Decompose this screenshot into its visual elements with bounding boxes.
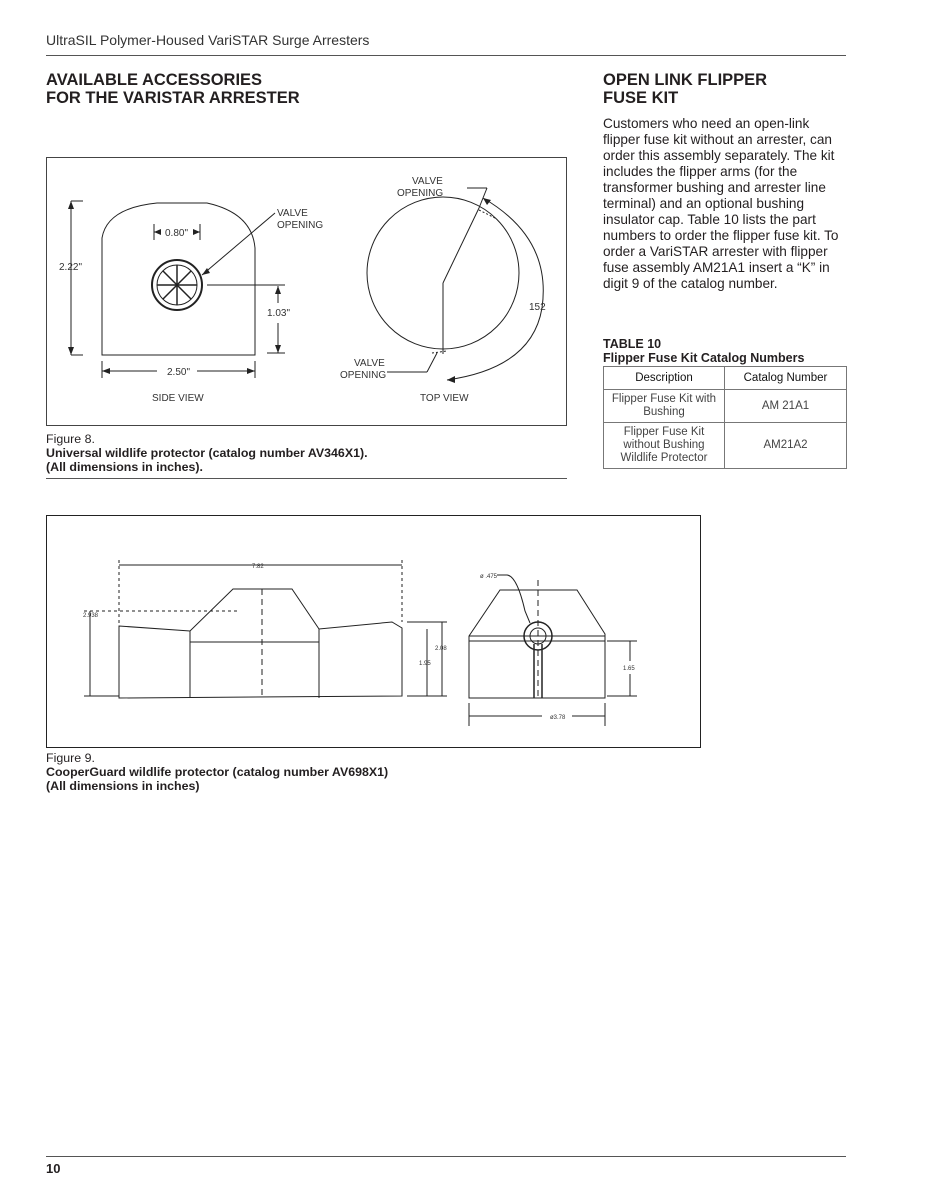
fig8-label: 2.50"	[167, 367, 191, 378]
caption-line: (All dimensions in inches).	[46, 460, 203, 474]
fig8-label: VALVE	[277, 208, 308, 219]
table-header-cell: Description	[604, 367, 725, 390]
fig8-label: 2.22"	[59, 262, 83, 273]
fig9-label: 2.938	[83, 613, 99, 619]
caption-line: (All dimensions in inches)	[46, 779, 200, 793]
heading-line: FUSE KIT	[603, 89, 679, 107]
angle-arc	[447, 198, 543, 380]
fig8-label: 1.03"	[267, 308, 291, 319]
caption-line: CooperGuard wildlife protector (catalog number AV698X1)	[46, 765, 389, 779]
fig9-label: 1.65	[623, 666, 635, 672]
figure8-rule	[46, 478, 567, 479]
fig8-label: OPENING	[277, 220, 324, 231]
table-row	[604, 390, 847, 423]
fig8-label: OPENING	[340, 370, 387, 381]
fig8-label: SIDE VIEW	[152, 393, 204, 404]
fig8-label: 152	[529, 302, 546, 313]
footer-rule	[46, 1156, 846, 1157]
figure9-drawing	[46, 515, 701, 748]
figure8-drawing	[46, 157, 567, 426]
figure9-svg	[47, 516, 699, 746]
heading-line: FOR THE VARISTAR ARRESTER	[46, 89, 300, 107]
table-row	[604, 423, 847, 469]
catalog-table	[603, 366, 847, 469]
fig8-label: TOP VIEW	[420, 393, 469, 404]
elevation-outline	[119, 589, 402, 698]
table-header-cell: Catalog Number	[725, 367, 847, 390]
caption-label: Figure 8.	[46, 432, 95, 446]
page-number: 10	[46, 1161, 61, 1176]
flipper-paragraph: Customers who need an open-link flipper fuse kit without an arrester, can order this assembly separately. The kit includes the flipper arms (for the transformer bushing and arrester line terminal) and an optional bushing insulator cap. Table 10 lists the part numbers to order the flipper fuse kit. To order a VariSTAR arrester with flipper fuse assembly AM21A1 insert a “K” in digit 9 of the catalog number.	[603, 116, 839, 291]
table-cell: AM21A2	[725, 423, 847, 469]
figure9-caption	[46, 751, 388, 793]
fig8-label: VALVE	[354, 358, 385, 369]
table10-title: Flipper Fuse Kit Catalog Numbers	[603, 351, 805, 365]
heading-line: OPEN LINK FLIPPER	[603, 71, 768, 89]
section-heading-accessories	[46, 71, 300, 107]
fig9-label: ø .475	[480, 574, 498, 580]
fig9-label: 7.82	[252, 564, 264, 570]
caption-line: Universal wildlife protector (catalog number AV346X1).	[46, 446, 368, 460]
table-header-row	[604, 367, 847, 390]
figure8-svg	[47, 158, 566, 425]
fig8-label: OPENING	[397, 188, 444, 199]
fig9-label: ø3.78	[550, 715, 566, 721]
fig8-label: VALVE	[412, 176, 443, 187]
side-view-outline	[102, 203, 255, 355]
caption-label: Figure 9.	[46, 751, 95, 765]
table10-label: TABLE 10	[603, 337, 662, 351]
fig9-label: 2.08	[435, 646, 447, 652]
header-rule	[46, 55, 846, 56]
fig9-label: 1.95	[419, 661, 431, 667]
table10	[603, 366, 847, 469]
table-cell: AM 21A1	[725, 390, 847, 423]
heading-line: AVAILABLE ACCESSORIES	[46, 71, 263, 89]
running-title: UltraSIL Polymer-Housed VariSTAR Surge Arresters	[46, 32, 370, 48]
fig8-label: 0.80"	[165, 228, 189, 239]
table-cell: Flipper Fuse Kit without Bushing Wildlife Protector	[604, 423, 725, 469]
table-cell: Flipper Fuse Kit with Bushing	[604, 390, 725, 423]
figure8-caption	[46, 432, 368, 474]
section-heading-flipper	[603, 71, 767, 107]
